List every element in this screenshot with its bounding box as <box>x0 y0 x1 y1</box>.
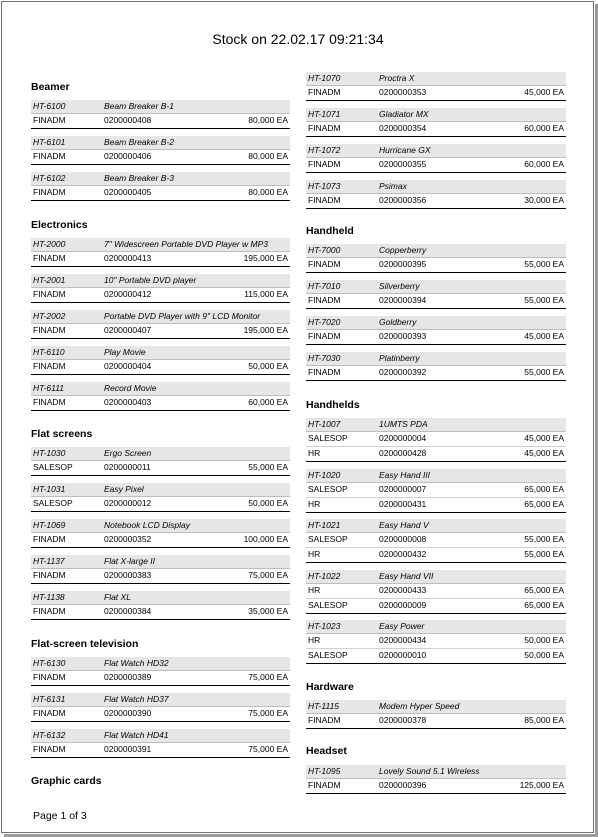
stock-user: FINADM <box>33 325 66 335</box>
stock-document: 0200000395 <box>379 259 427 269</box>
stock-row <box>31 497 290 512</box>
stock-user: SALESOP <box>33 462 73 472</box>
stock-document: 0200000355 <box>379 159 427 169</box>
product-id: HT-1137 <box>33 556 65 566</box>
stock-row <box>306 533 566 548</box>
stock-row <box>31 150 290 165</box>
stock-row <box>31 186 290 201</box>
group-heading: Handhelds <box>306 399 360 411</box>
stock-user: FINADM <box>308 367 341 377</box>
stock-document: 0200000392 <box>379 367 427 377</box>
stock-quantity: 45,000 EA <box>524 331 564 341</box>
stock-quantity: 50,000 EA <box>248 361 288 371</box>
product-name: Silverberry <box>379 281 420 291</box>
stock-document: 0200000011 <box>104 462 151 472</box>
product-header-row <box>31 591 290 605</box>
product-name: Beam Breaker B-2 <box>104 137 174 147</box>
product-header-row <box>31 447 290 461</box>
stock-document: 0200000431 <box>379 499 427 509</box>
product-name: 10" Portable DVD player <box>104 275 197 285</box>
stock-user: SALESOP <box>308 433 348 443</box>
stock-user: FINADM <box>308 159 341 169</box>
product-header-row <box>306 519 566 533</box>
product-id: HT-1021 <box>308 520 341 530</box>
stock-user: HR <box>308 448 321 458</box>
stock-user: FINADM <box>33 744 66 754</box>
product-id: HT-6111 <box>33 383 65 393</box>
stock-document: 0200000408 <box>104 115 152 125</box>
stock-document: 0200000413 <box>104 253 152 263</box>
stock-row <box>306 194 566 209</box>
stock-user: HR <box>308 635 321 645</box>
stock-document: 0200000378 <box>379 715 427 725</box>
stock-quantity: 45,000 EA <box>524 87 564 97</box>
product-id: HT-1138 <box>33 592 65 602</box>
stock-quantity: 55,000 EA <box>524 549 564 559</box>
stock-quantity: 60,000 EA <box>524 159 564 169</box>
stock-quantity: 35,000 EA <box>248 606 288 616</box>
stock-row <box>306 122 566 137</box>
stock-row <box>31 288 290 303</box>
stock-quantity: 55,000 EA <box>524 534 564 544</box>
product-header-row <box>31 657 290 671</box>
product-name: Notebook LCD Display <box>104 520 190 530</box>
stock-user: FINADM <box>33 187 66 197</box>
stock-row <box>306 498 566 513</box>
stock-row <box>31 461 290 476</box>
product-header-row <box>306 108 566 122</box>
product-id: HT-6131 <box>33 694 66 704</box>
stock-row <box>306 432 566 447</box>
product-id: HT-1022 <box>308 571 341 581</box>
stock-document: 0200000009 <box>379 600 427 610</box>
product-header-row <box>306 765 566 779</box>
product-header-row <box>31 519 290 533</box>
stock-quantity: 115,000 EA <box>244 289 288 299</box>
product-header-row <box>306 620 566 634</box>
product-id: HT-6110 <box>33 347 65 357</box>
stock-user: SALESOP <box>308 650 348 660</box>
product-header-row <box>31 238 290 252</box>
product-header-row <box>306 418 566 432</box>
stock-quantity: 75,000 EA <box>248 672 288 682</box>
stock-row <box>306 330 566 345</box>
stock-quantity: 75,000 EA <box>248 744 288 754</box>
stock-user: FINADM <box>33 672 66 682</box>
stock-document: 0200000396 <box>379 780 427 790</box>
stock-row <box>31 671 290 686</box>
report-title: Stock on 22.02.17 09:21:34 <box>212 31 384 47</box>
stock-row <box>31 324 290 339</box>
stock-quantity: 80,000 EA <box>248 187 288 197</box>
stock-quantity: 55,000 EA <box>524 259 564 269</box>
stock-row <box>31 360 290 375</box>
product-header-row <box>306 570 566 584</box>
product-id: HT-2000 <box>33 239 66 249</box>
stock-quantity: 45,000 EA <box>524 433 564 443</box>
stock-quantity: 65,000 EA <box>524 600 564 610</box>
product-name: Easy Hand V <box>379 520 429 530</box>
group-heading: Graphic cards <box>31 775 102 787</box>
product-name: Easy Hand VII <box>379 571 434 581</box>
stock-document: 0200000404 <box>104 361 152 371</box>
stock-document: 0200000428 <box>379 448 427 458</box>
stock-document: 0200000394 <box>379 295 427 305</box>
product-name: Gladiator MX <box>379 109 429 119</box>
stock-user: FINADM <box>308 780 341 790</box>
stock-document: 0200000010 <box>379 650 427 660</box>
product-id: HT-6100 <box>33 101 66 111</box>
product-id: HT-7000 <box>308 245 341 255</box>
stock-quantity: 60,000 EA <box>524 123 564 133</box>
stock-quantity: 85,000 EA <box>524 715 564 725</box>
stock-document: 0200000405 <box>104 187 152 197</box>
product-name: 1UMTS PDA <box>379 419 428 429</box>
stock-quantity: 30,000 EA <box>524 195 564 205</box>
stock-quantity: 60,000 EA <box>248 397 288 407</box>
product-header-row <box>31 172 290 186</box>
product-id: HT-6130 <box>33 658 66 668</box>
stock-document: 0200000412 <box>104 289 152 299</box>
stock-row <box>31 707 290 722</box>
product-name: Goldberry <box>379 317 417 327</box>
product-name: Portable DVD Player with 9" LCD Monitor <box>104 311 261 321</box>
product-id: HT-1031 <box>33 484 66 494</box>
stock-quantity: 50,000 EA <box>524 635 564 645</box>
product-id: HT-1115 <box>308 701 340 711</box>
stock-quantity: 125,000 EA <box>519 780 564 790</box>
product-header-row <box>31 729 290 743</box>
stock-row <box>306 366 566 381</box>
stock-user: FINADM <box>33 397 66 407</box>
product-id: HT-1007 <box>308 419 341 429</box>
product-id: HT-7010 <box>308 281 341 291</box>
product-name: Modem Hyper Speed <box>379 701 460 711</box>
product-name: Flat Watch HD37 <box>104 694 169 704</box>
stock-user: FINADM <box>33 361 66 371</box>
stock-user: SALESOP <box>308 484 348 494</box>
page-number: Page 1 of 3 <box>33 810 87 822</box>
stock-document: 0200000391 <box>104 744 152 754</box>
product-header-row <box>306 469 566 483</box>
stock-document: 0200000008 <box>379 534 427 544</box>
stock-row <box>306 483 566 498</box>
product-id: HT-1023 <box>308 621 341 631</box>
stock-document: 0200000393 <box>379 331 427 341</box>
stock-row <box>306 634 566 649</box>
product-name: Beam Breaker B-1 <box>104 101 174 111</box>
product-name: 7" Widescreen Portable DVD Player w MP3 <box>104 239 269 249</box>
product-name: Easy Hand III <box>379 470 431 480</box>
product-id: HT-7020 <box>308 317 341 327</box>
product-header-row <box>31 382 290 396</box>
stock-document: 0200000356 <box>379 195 427 205</box>
stock-row <box>306 584 566 599</box>
stock-document: 0200000354 <box>379 123 427 133</box>
stock-row <box>31 569 290 584</box>
product-id: HT-6102 <box>33 173 66 183</box>
product-header-row <box>31 136 290 150</box>
product-name: Ergo Screen <box>104 448 152 458</box>
group-heading: Flat screens <box>31 428 93 440</box>
product-name: Flat XL <box>104 592 131 602</box>
product-id: HT-1069 <box>33 520 66 530</box>
stock-user: FINADM <box>308 295 341 305</box>
stock-user: FINADM <box>308 123 341 133</box>
stock-user: FINADM <box>308 87 341 97</box>
product-name: Lovely Sound 5.1 Wireless <box>379 766 480 776</box>
stock-user: FINADM <box>308 331 341 341</box>
stock-quantity: 80,000 EA <box>248 115 288 125</box>
stock-document: 0200000390 <box>104 708 152 718</box>
stock-document: 0200000433 <box>379 585 427 595</box>
stock-document: 0200000403 <box>104 397 152 407</box>
stock-row <box>306 258 566 273</box>
product-header-row <box>306 244 566 258</box>
product-name: Easy Power <box>379 621 425 631</box>
group-heading: Headset <box>306 745 347 757</box>
stock-row <box>31 605 290 620</box>
stock-quantity: 100,000 EA <box>243 534 288 544</box>
product-name: Psimax <box>379 181 407 191</box>
product-header-row <box>306 352 566 366</box>
product-name: Copperberry <box>379 245 427 255</box>
stock-user: HR <box>308 585 321 595</box>
stock-user: HR <box>308 549 321 559</box>
product-header-row <box>306 316 566 330</box>
product-name: Flat Watch HD41 <box>104 730 169 740</box>
stock-quantity: 45,000 EA <box>524 448 564 458</box>
product-name: Record Movie <box>104 383 157 393</box>
stock-user: FINADM <box>33 151 66 161</box>
stock-row <box>31 396 290 411</box>
product-header-row <box>31 555 290 569</box>
product-name: Beam Breaker B-3 <box>104 173 174 183</box>
stock-document: 0200000407 <box>104 325 152 335</box>
stock-row <box>31 533 290 548</box>
stock-quantity: 55,000 EA <box>248 462 288 472</box>
product-name: Easy Pixel <box>104 484 144 494</box>
stock-user: FINADM <box>33 115 66 125</box>
product-header-row <box>306 700 566 714</box>
stock-user: FINADM <box>308 259 341 269</box>
stock-quantity: 50,000 EA <box>524 650 564 660</box>
stock-user: FINADM <box>33 570 66 580</box>
stock-document: 0200000384 <box>104 606 152 616</box>
stock-row <box>306 447 566 462</box>
stock-row <box>31 252 290 267</box>
stock-quantity: 50,000 EA <box>248 498 288 508</box>
product-header-row <box>306 144 566 158</box>
stock-document: 0200000352 <box>104 534 152 544</box>
product-id: HT-1030 <box>33 448 66 458</box>
product-name: Play Movie <box>104 347 146 357</box>
product-name: Flat X-large II <box>104 556 156 566</box>
stock-user: FINADM <box>33 606 66 616</box>
stock-document: 0200000389 <box>104 672 152 682</box>
stock-quantity: 195,000 EA <box>243 325 288 335</box>
stock-quantity: 80,000 EA <box>248 151 288 161</box>
product-id: HT-6101 <box>33 137 66 147</box>
stock-quantity: 75,000 EA <box>248 708 288 718</box>
stock-row <box>306 158 566 173</box>
product-name: Proctra X <box>379 73 415 83</box>
group-heading: Handheld <box>306 225 354 237</box>
stock-row <box>31 114 290 129</box>
product-id: HT-6132 <box>33 730 66 740</box>
stock-user: FINADM <box>33 253 66 263</box>
stock-document: 0200000432 <box>379 549 427 559</box>
stock-row <box>31 743 290 758</box>
product-header-row <box>306 72 566 86</box>
product-header-row <box>306 180 566 194</box>
product-header-row <box>306 280 566 294</box>
product-id: HT-1073 <box>308 181 341 191</box>
stock-quantity: 75,000 EA <box>248 570 288 580</box>
product-id: HT-1020 <box>308 470 341 480</box>
stock-user: HR <box>308 499 321 509</box>
stock-user: SALESOP <box>33 498 73 508</box>
product-id: HT-7030 <box>308 353 341 363</box>
stock-row <box>306 649 566 664</box>
product-id: HT-2001 <box>33 275 66 285</box>
product-header-row <box>31 100 290 114</box>
group-heading: Electronics <box>31 219 88 231</box>
stock-quantity: 55,000 EA <box>524 295 564 305</box>
product-name: Platinberry <box>379 353 420 363</box>
stock-quantity: 65,000 EA <box>524 484 564 494</box>
stock-user: FINADM <box>33 534 66 544</box>
group-heading: Flat-screen television <box>31 638 139 650</box>
stock-quantity: 55,000 EA <box>524 367 564 377</box>
stock-user: SALESOP <box>308 600 348 610</box>
stock-document: 0200000353 <box>379 87 427 97</box>
stock-user: FINADM <box>308 715 341 725</box>
group-heading: Hardware <box>306 681 354 693</box>
product-header-row <box>31 693 290 707</box>
stock-document: 0200000004 <box>379 433 427 443</box>
product-header-row <box>31 483 290 497</box>
product-id: HT-2002 <box>33 311 66 321</box>
stock-row <box>306 86 566 101</box>
stock-user: FINADM <box>33 289 66 299</box>
stock-row <box>306 548 566 563</box>
stock-document: 0200000383 <box>104 570 152 580</box>
stock-document: 0200000007 <box>379 484 427 494</box>
stock-row <box>306 599 566 614</box>
stock-document: 0200000434 <box>379 635 427 645</box>
stock-document: 0200000406 <box>104 151 152 161</box>
group-heading: Beamer <box>31 81 70 93</box>
stock-quantity: 65,000 EA <box>524 585 564 595</box>
stock-row <box>306 294 566 309</box>
product-header-row <box>31 274 290 288</box>
stock-quantity: 65,000 EA <box>524 499 564 509</box>
stock-row <box>306 714 566 729</box>
stock-quantity: 195,000 EA <box>243 253 288 263</box>
product-name: Hurricane GX <box>379 145 431 155</box>
product-id: HT-1095 <box>308 766 341 776</box>
product-header-row <box>31 346 290 360</box>
stock-document: 0200000012 <box>104 498 152 508</box>
stock-user: SALESOP <box>308 534 348 544</box>
product-name: Flat Watch HD32 <box>104 658 169 668</box>
product-id: HT-1072 <box>308 145 341 155</box>
stock-row <box>306 779 566 794</box>
product-id: HT-1071 <box>308 109 341 119</box>
product-id: HT-1070 <box>308 73 341 83</box>
product-header-row <box>31 310 290 324</box>
stock-user: FINADM <box>33 708 66 718</box>
stock-user: FINADM <box>308 195 341 205</box>
